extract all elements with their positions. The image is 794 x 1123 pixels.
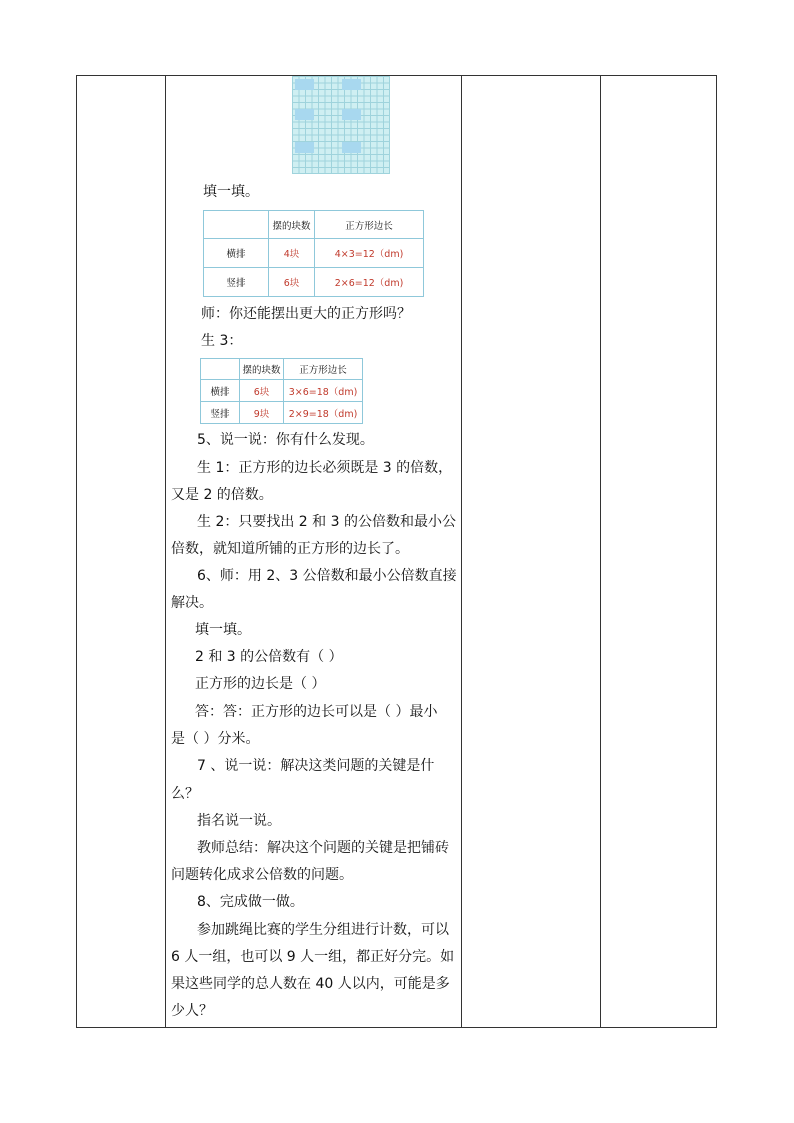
- teacher-summary-line1: 教师总结：解决这个问题的关键是把铺砖: [197, 840, 449, 856]
- table-header-cell: [204, 211, 269, 239]
- table-header-cell: 摆的块数: [240, 359, 284, 380]
- teacher-question: 师：你还能摆出更大的正方形吗？: [201, 306, 411, 322]
- tiling-table-2: [200, 358, 363, 424]
- tile-grid-figure: [292, 76, 390, 174]
- student-3-label: 生 3：: [201, 333, 243, 349]
- table-row-label: 横排: [201, 380, 240, 402]
- table-cell: 2×6=12（dm): [315, 268, 424, 297]
- student-2-answer-line2: 倍数，就知道所铺的正方形的边长了。: [171, 541, 409, 557]
- step-6-line1: 6、师：用 2、3 公倍数和最小公倍数直接: [197, 568, 457, 584]
- table-cell: 4块: [269, 239, 315, 268]
- tiling-table-1: [203, 210, 424, 297]
- table-row-label: 横排: [204, 239, 269, 268]
- named-students-prompt: 指名说一说。: [197, 813, 281, 829]
- table-cell: 3×6=18（dm): [284, 380, 363, 402]
- tile: [342, 109, 361, 120]
- step-7-line2: 么？: [171, 786, 199, 802]
- tile: [295, 142, 314, 153]
- table-header-cell: 正方形边长: [284, 359, 363, 380]
- lesson-table-row: [76, 75, 717, 1028]
- table-row-label: 竖排: [201, 402, 240, 424]
- step-8: 8、完成做一做。: [197, 894, 304, 910]
- step-5: 5、说一说：你有什么发现。: [197, 432, 374, 448]
- exercise-line4: 少人？: [171, 1003, 213, 1019]
- table-cell: 9块: [240, 402, 284, 424]
- table-header-cell: 摆的块数: [269, 211, 315, 239]
- square-side-blank: 正方形的边长是（ ）: [195, 676, 326, 692]
- step-6-line2: 解决。: [171, 595, 213, 611]
- exercise-line1: 参加跳绳比赛的学生分组进行计数，可以: [197, 922, 449, 938]
- table-cell: 6块: [269, 268, 315, 297]
- tile: [342, 142, 361, 153]
- column-divider-2: [461, 76, 462, 1027]
- student-1-answer-line2: 又是 2 的倍数。: [171, 487, 273, 503]
- table-header-cell: 正方形边长: [315, 211, 424, 239]
- tile: [295, 79, 314, 90]
- tile: [295, 109, 314, 120]
- step-7-line1: 7 、说一说：解决这类问题的关键是什: [197, 758, 435, 774]
- answer-line1: 答：答：正方形的边长可以是（ ）最小: [195, 704, 438, 720]
- exercise-line3: 果这些同学的总人数在 40 人以内，可能是多: [171, 976, 450, 992]
- fill-in-prompt-2: 填一填。: [195, 622, 251, 638]
- table-cell: 6块: [240, 380, 284, 402]
- table-header-cell: [201, 359, 240, 380]
- table-cell: 4×3=12（dm): [315, 239, 424, 268]
- exercise-line2: 6 人一组，也可以 9 人一组，都正好分完。如: [171, 949, 455, 965]
- teacher-summary-line2: 问题转化成求公倍数的问题。: [171, 867, 353, 883]
- answer-line2: 是（ ）分米。: [171, 731, 260, 747]
- student-1-answer-line1: 生 1：正方形的边长必须既是 3 的倍数，: [197, 460, 453, 476]
- student-2-answer-line1: 生 2：只要找出 2 和 3 的公倍数和最小公: [197, 514, 456, 530]
- column-divider-1: [165, 76, 166, 1027]
- table-row-label: 竖排: [204, 268, 269, 297]
- tile: [342, 79, 361, 90]
- fill-in-prompt: 填一填。: [203, 184, 259, 200]
- column-divider-3: [600, 76, 601, 1027]
- common-multiples-blank: 2 和 3 的公倍数有（ ）: [195, 649, 343, 665]
- table-cell: 2×9=18（dm): [284, 402, 363, 424]
